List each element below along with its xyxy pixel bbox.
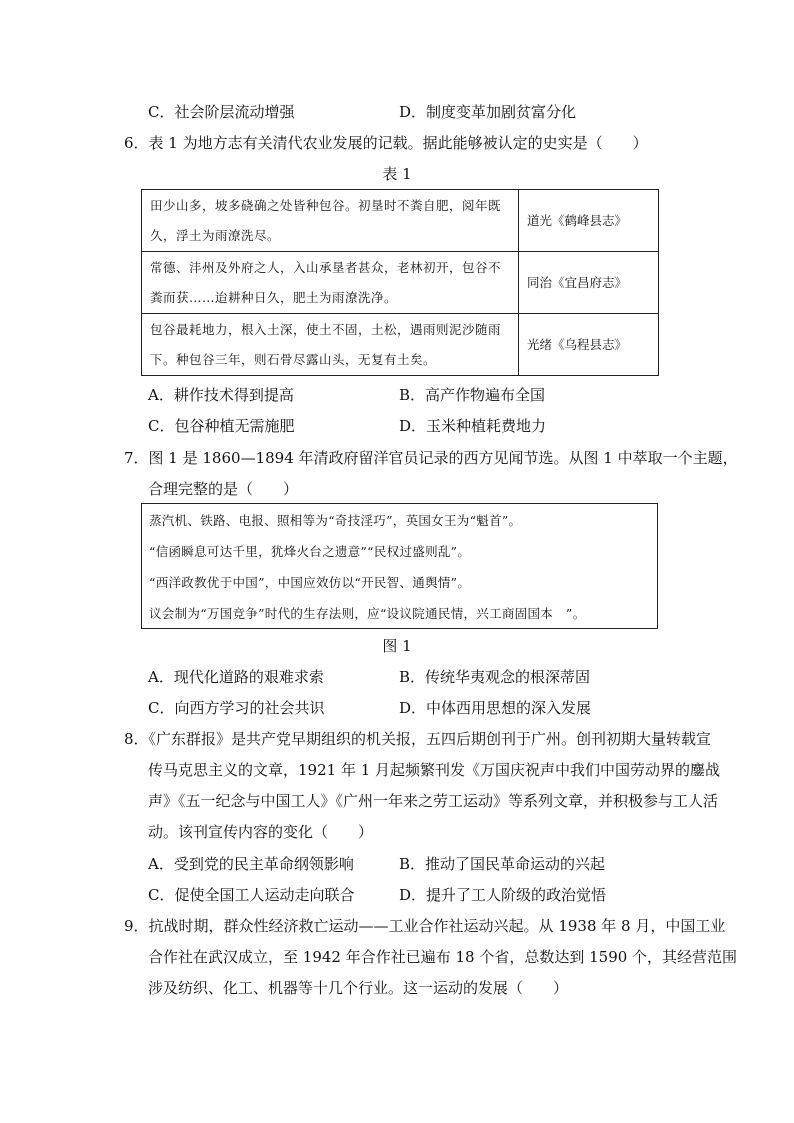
table-cell-record — [142, 252, 519, 314]
q8-stem-line-3: 声》《五一纪念与中国工人》《广州一年来之劳工运动》等系列文章，并积极参与工人活 — [148, 792, 719, 810]
q9-stem-line-1: 9．抗战时期，群众性经济救亡运动——工业合作社运动兴起。从 1938 年 8 月，中国工业 — [124, 917, 726, 935]
q9-stem-line-2: 合作社在武汉成立，至 1942 年合作社已遍布 18 个省，总数达到 1590 个，其经营范围 — [148, 948, 738, 966]
figure-1-line: 蒸汽机、铁路、电报、照相等为“奇技淫巧”，英国女王为“魁首”。 — [149, 513, 522, 528]
figure-1-line: 议会制为“万国竞争”时代的生存法则，应“设议院通民情，兴工商固国本 ”。 — [149, 606, 586, 621]
table-cell-record — [142, 190, 519, 252]
q7-option-b: B．传统华夷观念的根深蒂固 — [399, 668, 591, 686]
table-cell-record — [142, 314, 519, 376]
q8-stem-line-1: 8．《广东群报》是共产党早期组织的机关报，五四后期创刊于广州。创刊初期大量转载宣 — [124, 730, 712, 748]
figure-1-box — [141, 503, 658, 629]
q8-option-a: A．受到党的民主革命纲领影响 — [148, 855, 354, 873]
q6-stem: 6．表 1 为地方志有关清代农业发展的记载。据此能够被认定的史实是（ ） — [124, 134, 648, 152]
q9-stem-line-3: 涉及纺织、化工、机器等十几个行业。这一运动的发展（ ） — [148, 979, 569, 997]
table-row — [142, 190, 659, 252]
record-line: 常德、沣州及外府之人，入山承垦者甚众，老林初开，包谷不 — [150, 259, 502, 275]
table-1 — [141, 189, 659, 376]
table-cell-source: 同治《宜昌府志》 — [519, 252, 659, 314]
q8-stem-line-2: 传马克思主义的文章，1921 年 1 月起频繁刊发《万国庆祝声中我们中国劳动界的鏖战 — [148, 761, 721, 779]
record-line: 粪而获……迨耕种日久，肥土为雨潦洗净。 — [150, 289, 398, 305]
q7-option-d: D．中体西用思想的深入发展 — [399, 699, 592, 717]
table-row — [142, 314, 659, 376]
q5-option-d: D．制度变革加剧贫富分化 — [399, 103, 577, 121]
record-line: 久，浮土为雨潦洗尽。 — [150, 227, 281, 243]
figure-1-caption: 图 1 — [382, 637, 412, 655]
figure-1-line: “西洋政教优于中国”，中国应效仿以“开民智、通舆情”。 — [149, 575, 471, 590]
table-row — [142, 252, 659, 314]
record-line: 包谷最耗地力，根入土深，使土不固，土松，遇雨则泥沙随雨 — [150, 321, 502, 337]
q8-option-b: B．推动了国民革命运动的兴起 — [399, 855, 606, 873]
figure-1-line: “信函瞬息可达千里，犹烽火台之遗意”“民权过盛则乱”。 — [149, 544, 471, 559]
table-cell-source: 光绪《乌程县志》 — [519, 314, 659, 376]
q6-option-d: D．玉米种植耗费地力 — [399, 417, 547, 435]
q7-stem-line-1: 7．图 1 是 1860—1894 年清政府留洋官员记录的西方见闻节选。从图 1 中萃取一个主题， — [124, 449, 738, 467]
record-line: 田少山多，坡多硗确之处皆种包谷。初垦时不粪自肥，阅年既 — [150, 197, 502, 213]
q7-option-a: A．现代化道路的艰难求索 — [148, 668, 324, 686]
table-1-caption: 表 1 — [382, 165, 412, 183]
q5-option-c: C．社会阶层流动增强 — [148, 103, 295, 121]
q6-option-a: A．耕作技术得到提高 — [148, 386, 294, 404]
q8-stem-line-4: 动。该刊宣传内容的变化（ ） — [148, 823, 374, 841]
table-cell-source: 道光《鹤峰县志》 — [519, 190, 659, 252]
q7-stem-line-2: 合理完整的是（ ） — [148, 480, 299, 498]
q8-option-d: D．提升了工人阶级的政治觉悟 — [399, 886, 607, 904]
q8-option-c: C．促使全国工人运动走向联合 — [148, 886, 355, 904]
record-line: 下。种包谷三年，则石骨尽露山头，无复有土矣。 — [150, 351, 437, 367]
q6-option-c: C．包谷种植无需施肥 — [148, 417, 295, 435]
q7-option-c: C．向西方学习的社会共识 — [148, 699, 325, 717]
q6-option-b: B．高产作物遍布全国 — [399, 386, 546, 404]
